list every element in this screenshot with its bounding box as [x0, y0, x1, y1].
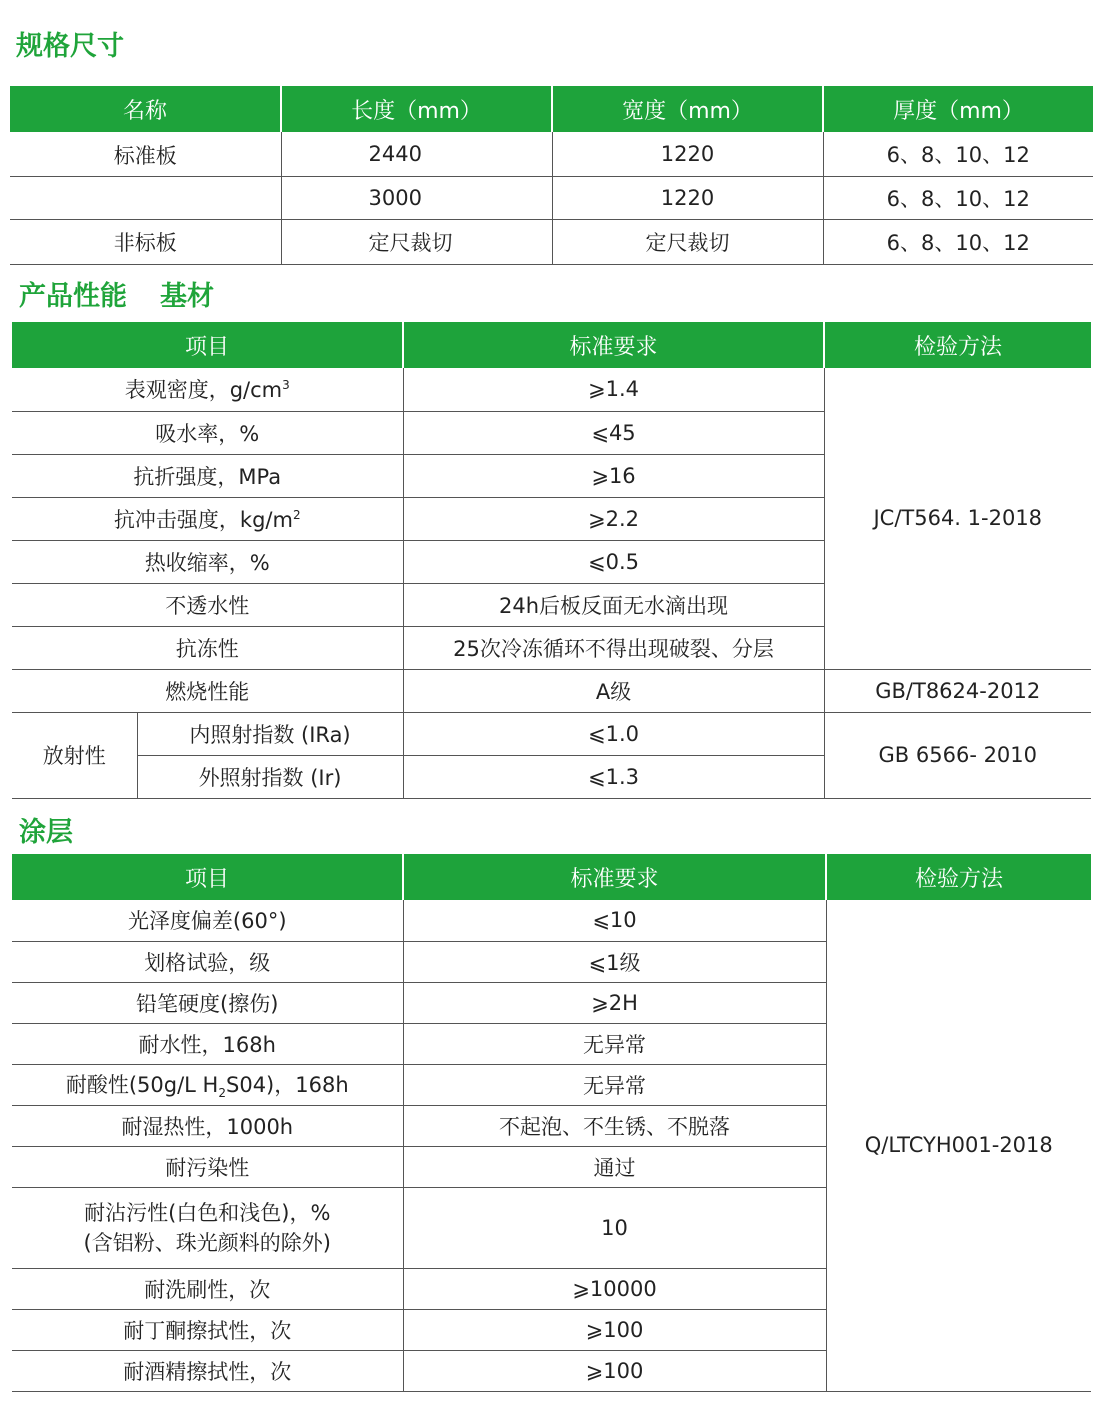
base-table — [12, 322, 1091, 799]
spec-table — [10, 86, 1093, 265]
coating-requirement: 10 — [403, 1187, 826, 1268]
coating-requirement: 无异常 — [403, 1023, 826, 1064]
coating-requirement: 无异常 — [403, 1064, 826, 1105]
spec-header-length: 长度（mm） — [281, 86, 552, 132]
spec-cell-width: 定尺裁切 — [552, 219, 823, 264]
coating-header-method: 检验方法 — [826, 854, 1091, 900]
spec-cell-thickness: 6、8、10、12 — [823, 132, 1093, 176]
spec-cell-name: 非标板 — [10, 219, 281, 264]
coating-item: 耐水性，168h — [12, 1023, 403, 1064]
table-row — [12, 712, 1091, 755]
base-requirement: ⩽1.0 — [403, 712, 824, 755]
table-row — [12, 669, 1091, 712]
coating-item: 耐污染性 — [12, 1146, 403, 1187]
coating-item: 铅笔硬度(擦伤) — [12, 982, 403, 1023]
coating-table — [12, 854, 1091, 1392]
spec-cell-length: 2440 — [281, 132, 552, 176]
base-item: 吸水率，% — [12, 411, 403, 454]
base-requirement: ⩾1.4 — [403, 368, 824, 411]
spec-cell-length: 定尺裁切 — [281, 219, 552, 264]
performance-section-title — [19, 283, 214, 310]
base-item: 热收缩率，% — [12, 540, 403, 583]
coating-item: 光泽度偏差(60°) — [12, 900, 403, 941]
base-method-gb6566: GB 6566- 2010 — [824, 712, 1091, 798]
base-item: 不透水性 — [12, 583, 403, 626]
table-row — [10, 132, 1093, 176]
coating-header-requirement: 标准要求 — [403, 854, 826, 900]
base-method-gb8624: GB/T8624-2012 — [824, 669, 1091, 712]
table-row — [10, 219, 1093, 264]
spec-cell-length: 3000 — [281, 176, 552, 219]
base-header-requirement: 标准要求 — [403, 322, 824, 368]
coating-item: 耐丁酮擦拭性，次 — [12, 1309, 403, 1350]
coating-item: 耐湿热性，1000h — [12, 1105, 403, 1146]
coating-item: 耐酸性(50g/L $H_2S04$)，168h — [12, 1064, 403, 1105]
base-requirement: 25次冷冻循环不得出现破裂、分层 — [403, 626, 824, 669]
coating-method: Q/LTCYH001-2018 — [826, 900, 1091, 1391]
base-item: 燃烧性能 — [12, 669, 403, 712]
radiation-group-label: 放射性 — [12, 712, 137, 798]
spec-cell-width: 1220 — [552, 132, 823, 176]
base-material-subtitle: 基材 — [160, 281, 214, 312]
coating-item: 耐洗刷性，次 — [12, 1268, 403, 1309]
spec-cell-thickness: 6、8、10、12 — [823, 219, 1093, 264]
base-method-jc: JC/T564. 1-2018 — [824, 368, 1091, 669]
spec-cell-name: 标准板 — [10, 132, 281, 176]
spec-section-title: 规格尺寸 — [16, 31, 124, 62]
coating-requirement: ⩽1级 — [403, 941, 826, 982]
base-item: 外照射指数 (Ir) — [137, 755, 403, 798]
spec-cell-width: 1220 — [552, 176, 823, 219]
coating-requirement: ⩾10000 — [403, 1268, 826, 1309]
base-requirement: ⩽0.5 — [403, 540, 824, 583]
table-row — [12, 368, 1091, 411]
coating-requirement: 通过 — [403, 1146, 826, 1187]
base-requirement: 24h后板反面无水滴出现 — [403, 583, 824, 626]
coating-item: 耐沾污性(白色和浅色)，% (含铝粉、珠光颜料的除外) — [12, 1187, 403, 1268]
coating-requirement: ⩾100 — [403, 1350, 826, 1391]
base-item: 表观密度，$g/cm^3$ — [12, 368, 403, 411]
base-item: 抗冻性 — [12, 626, 403, 669]
spec-header-width: 宽度（mm） — [552, 86, 823, 132]
table-row — [10, 176, 1093, 219]
coating-header-item: 项目 — [12, 854, 403, 900]
coating-item: 划格试验，级 — [12, 941, 403, 982]
base-requirement: ⩽45 — [403, 411, 824, 454]
base-requirement: ⩾16 — [403, 454, 824, 497]
base-item: 抗折强度，MPa — [12, 454, 403, 497]
spec-header-thickness: 厚度（mm） — [823, 86, 1093, 132]
base-requirement: ⩾2.2 — [403, 497, 824, 540]
spec-cell-thickness: 6、8、10、12 — [823, 176, 1093, 219]
coating-requirement: ⩾2H — [403, 982, 826, 1023]
base-requirement: A级 — [403, 669, 824, 712]
performance-title: 产品性能 — [19, 281, 127, 312]
table-row — [12, 900, 1091, 941]
spec-header-name: 名称 — [10, 86, 281, 132]
base-item: 内照射指数 (IRa) — [137, 712, 403, 755]
coating-section-title: 涂层 — [19, 817, 73, 848]
base-header-method: 检验方法 — [824, 322, 1091, 368]
base-header-item: 项目 — [12, 322, 403, 368]
spec-cell-name — [10, 176, 281, 219]
coating-item: 耐酒精擦拭性，次 — [12, 1350, 403, 1391]
base-item: 抗冲击强度，$kg/m^2$ — [12, 497, 403, 540]
coating-requirement: ⩾100 — [403, 1309, 826, 1350]
base-requirement: ⩽1.3 — [403, 755, 824, 798]
coating-requirement: ⩽10 — [403, 900, 826, 941]
coating-requirement: 不起泡、不生锈、不脱落 — [403, 1105, 826, 1146]
